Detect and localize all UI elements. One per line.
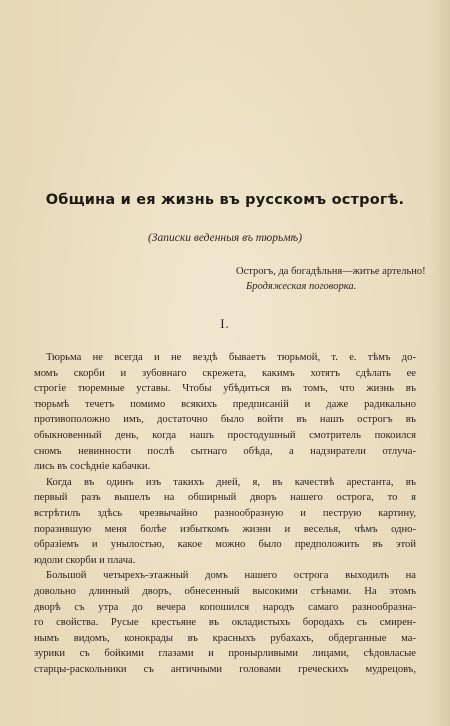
text-line: строгіе тюремные уставы. Чтобы убѣдиться въ томъ, что жизнь въ — [34, 383, 416, 395]
text-line: Тюрьма не всегда и не вездѣ бываетъ тюрьмой, т. е. тѣмъ до- — [46, 352, 416, 363]
body-text — [34, 350, 416, 677]
text-line: Большой четырехъ-этажный домъ нашего острога выходилъ на — [46, 570, 416, 582]
text-line: встрѣтилъ здѣсь чрезвычайно разнообразную и пеструю картину, — [34, 507, 416, 519]
text-line: го свойства. Русые крестьяне въ окладистыхъ бородахъ съ смирен- — [34, 617, 416, 629]
text-line: поразившую меня болѣе избыткомъ жизни и веселья, чѣмъ одно- — [34, 523, 416, 535]
text-line: нымъ видомъ, конокрады въ красныхъ рубахахъ, обдерганные ма- — [34, 632, 416, 644]
text-line: старцы-раскольники съ античными головами греческихъ мудрецовъ, — [34, 663, 416, 675]
text-line: образіемъ и унылостью, какое можно было предположить въ этой — [34, 539, 416, 551]
text-line: лись въ сосѣдніе кабачки. — [34, 461, 151, 473]
epigraph-source: Бродяжеская поговорка. — [246, 281, 357, 292]
chapter-title: Община и ея жизнь въ русскомъ острогѣ. — [45, 192, 405, 208]
text-line: первый разъ вышелъ на обширный дворъ нашего острога, то я — [34, 492, 416, 504]
text-line: противоположно имъ, достаточно было войти въ нашъ острогъ въ — [34, 414, 416, 426]
epigraph-quote: Острогъ, да богадѣльня—житье артельно! — [236, 266, 426, 277]
text-line: сномъ невинности послѣ сытнаго обѣда, а надзиратели отлуча- — [34, 445, 416, 457]
show-through-text — [280, 4, 430, 12]
text-line: Когда въ одинъ изъ такихъ дней, я, въ качествѣ арестанта, въ — [46, 476, 416, 488]
text-line: юдоли скорби и плача. — [34, 554, 136, 566]
text-line: довольно длинный дворъ, обнесенный высокими стѣнами. На этомъ — [34, 585, 416, 597]
text-line: обыкновенный день, когда нашъ простодушный смотритель покоился — [34, 429, 416, 441]
text-line: момъ скорби и зубовнаго скрежета, какимъ хотятъ сдѣлать ее — [34, 367, 416, 379]
text-line: зурики съ бойкими глазами и пронырливыми лицами, сѣдовласые — [34, 648, 416, 660]
text-line: дворѣ съ утра до вечера копошился народъ самаго разнообразна- — [34, 601, 416, 613]
text-line: тюрьмѣ течетъ помимо всякихъ предписаній и даже радикально — [34, 398, 416, 410]
section-number: I. — [220, 316, 230, 331]
epigraph — [236, 264, 446, 294]
chapter-subtitle: (Записки веденныя въ тюрьмѣ) — [147, 232, 303, 244]
